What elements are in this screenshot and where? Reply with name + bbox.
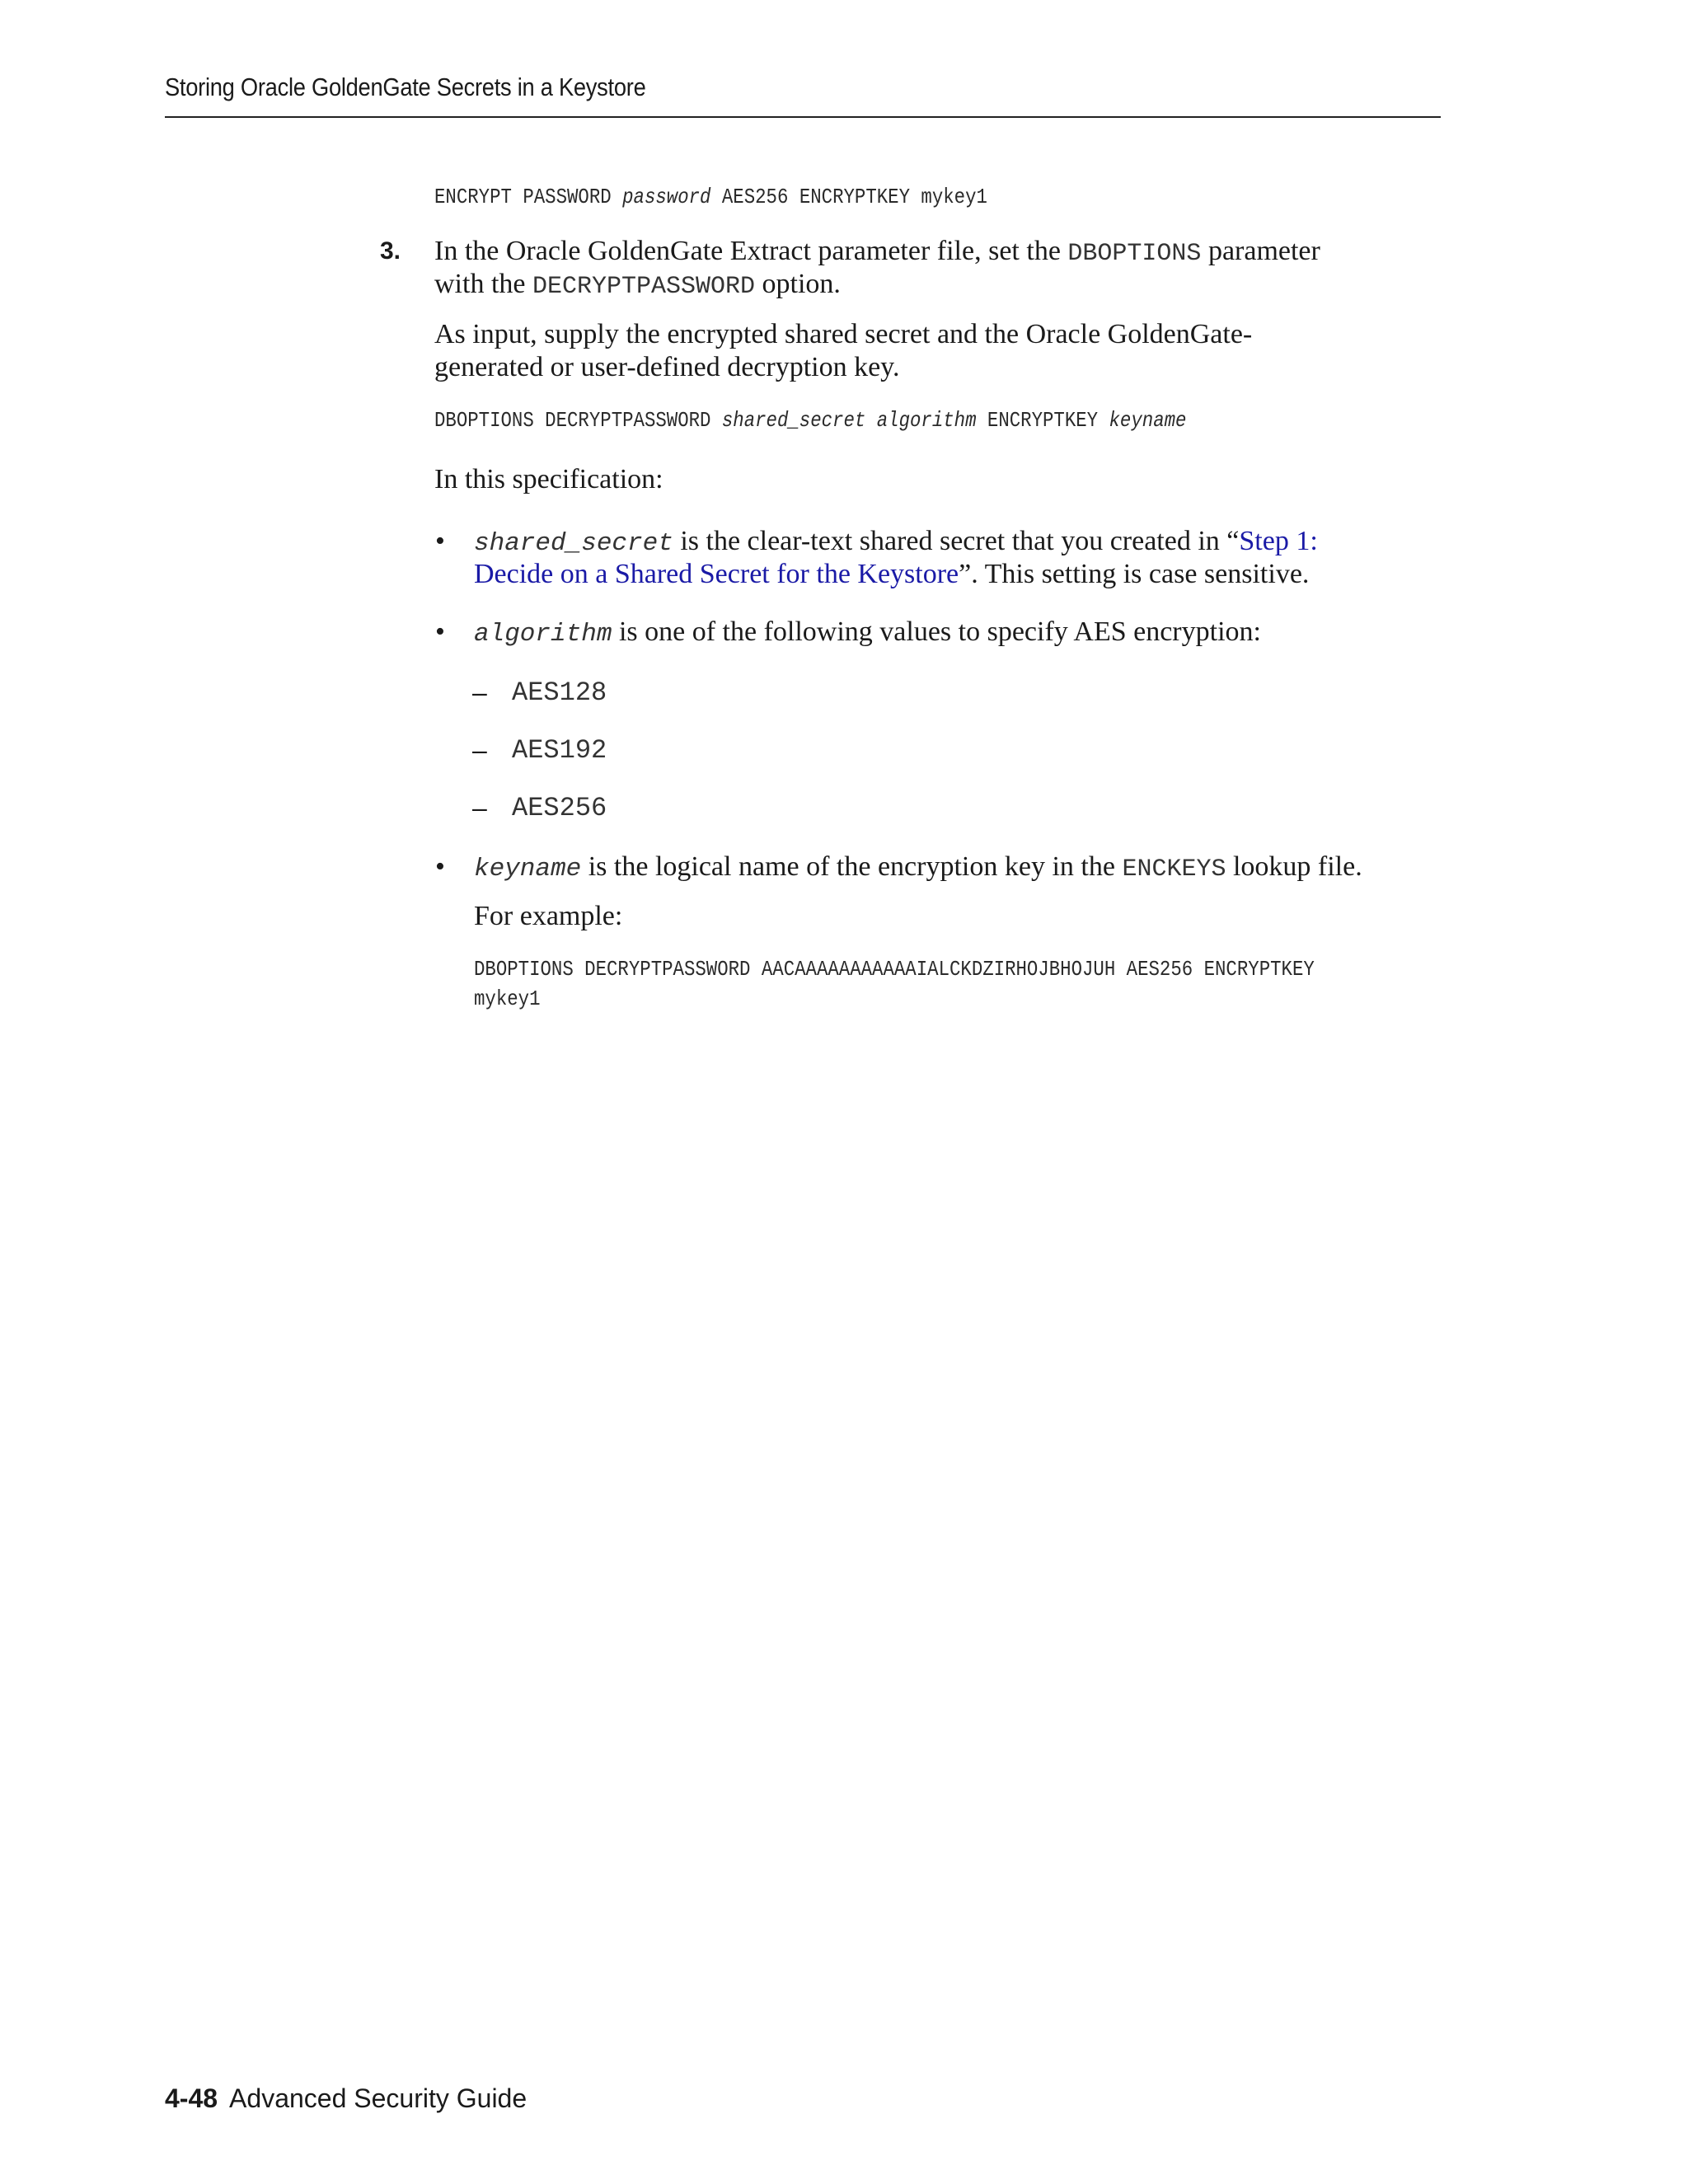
code-algorithm: algorithm [474, 620, 612, 649]
code-text: ENCRYPTKEY [976, 408, 1109, 433]
code-example-line-2: mykey1 [474, 987, 541, 1011]
bullet-shared-secret-line-2 [474, 558, 1309, 591]
bullet-text: lookup file. [1226, 851, 1362, 882]
bullet-icon: • [435, 851, 445, 882]
running-header: Storing Oracle GoldenGate Secrets in a Keystore [165, 73, 646, 101]
code-text: DBOPTIONS DECRYPTPASSWORD [434, 408, 722, 433]
algorithm-aes192: AES192 [512, 735, 607, 766]
code-decryptpassword: DECRYPTPASSWORD [532, 273, 756, 301]
step-text: with the [434, 269, 532, 299]
page-number: 4-48 [165, 2083, 218, 2113]
dash-icon: – [472, 735, 487, 765]
code-italic: shared_secret algorithm [721, 408, 977, 433]
bullet-text: ”. This setting is case sensitive. [959, 559, 1310, 589]
step-line-2 [434, 268, 841, 303]
bullet-algorithm [474, 616, 1261, 651]
bullet-text: is one of the following values to specify AES encryption: [612, 616, 1261, 647]
book-title: Advanced Security Guide [229, 2083, 528, 2113]
code-example-line-1: DBOPTIONS DECRYPTPASSWORD AACAAAAAAAAAAAIALCKDZIRHOJBHOJUH AES256 ENCRYPTKEY [474, 957, 1315, 982]
code-encrypt-password [434, 185, 987, 209]
code-italic: password [622, 185, 711, 209]
step1-link-continued[interactable]: Decide on a Shared Secret for the Keystore [474, 559, 959, 589]
code-enckeys: ENCKEYS [1122, 855, 1226, 883]
step1-link[interactable]: Step 1: [1239, 526, 1318, 556]
step-text: option. [755, 269, 841, 299]
code-shared-secret: shared_secret [474, 529, 673, 558]
page-footer [165, 2083, 527, 2114]
dash-icon: – [472, 677, 487, 707]
spec-intro: In this specification: [434, 464, 663, 494]
step-text: In the Oracle GoldenGate Extract parameter file, set the [434, 236, 1068, 266]
step-line-1 [434, 235, 1320, 270]
code-dboptions: DBOPTIONS [1067, 240, 1202, 268]
header-rule [165, 116, 1441, 118]
code-italic: keyname [1109, 408, 1187, 433]
bullet-icon: • [435, 616, 445, 647]
code-text: ENCRYPT PASSWORD [434, 185, 623, 209]
bullet-keyname [474, 851, 1362, 886]
step-text: parameter [1201, 236, 1320, 266]
code-text: AES256 ENCRYPTKEY mykey1 [710, 185, 987, 209]
algorithm-aes256: AES256 [512, 793, 607, 823]
bullet-text: is the logical name of the encryption key in the [581, 851, 1123, 882]
dash-icon: – [472, 793, 487, 823]
code-keyname: keyname [474, 855, 582, 883]
code-dboptions-syntax [434, 408, 1186, 433]
bullet-icon: • [435, 526, 445, 556]
input-paragraph-line-1: As input, supply the encrypted shared secret and the Oracle GoldenGate- [434, 319, 1253, 349]
input-paragraph-line-2: generated or user-defined decryption key. [434, 352, 900, 382]
algorithm-aes128: AES128 [512, 677, 607, 708]
bullet-text: is the clear-text shared secret that you created in “ [673, 526, 1240, 556]
step-number: 3. [380, 237, 401, 265]
example-label: For example: [474, 901, 623, 931]
bullet-shared-secret-line-1 [474, 525, 1318, 560]
